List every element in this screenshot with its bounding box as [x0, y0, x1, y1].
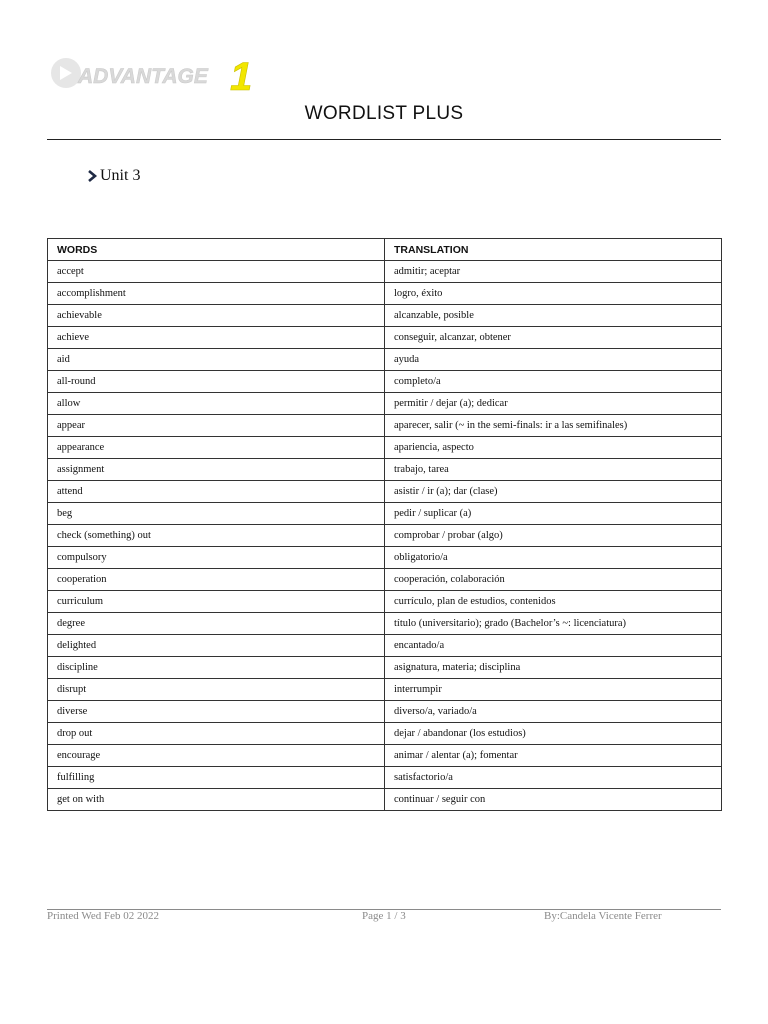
- table-row: [48, 437, 722, 459]
- table-row: [48, 701, 722, 723]
- word-cell: compulsory: [48, 547, 385, 569]
- word-cell: diverse: [48, 701, 385, 723]
- column-header-words: WORDS: [48, 239, 385, 261]
- table-row: [48, 547, 722, 569]
- logo-text: ADVANTAGE: [78, 65, 208, 88]
- translation-cell: ayuda: [385, 349, 722, 371]
- translation-cell: diverso/a, variado/a: [385, 701, 722, 723]
- table-row: [48, 305, 722, 327]
- word-cell: disrupt: [48, 679, 385, 701]
- translation-cell: aparecer, salir (~ in the semi-finals: ir a las semifinales): [385, 415, 722, 437]
- table-row: [48, 525, 722, 547]
- word-cell: appearance: [48, 437, 385, 459]
- logo-digit: 1: [230, 55, 253, 96]
- translation-cell: continuar / seguir con: [385, 789, 722, 811]
- word-cell: attend: [48, 481, 385, 503]
- table-row: [48, 679, 722, 701]
- word-cell: accomplishment: [48, 283, 385, 305]
- word-cell: assignment: [48, 459, 385, 481]
- translation-cell: pedir / suplicar (a): [385, 503, 722, 525]
- translation-cell: apariencia, aspecto: [385, 437, 722, 459]
- translation-cell: encantado/a: [385, 635, 722, 657]
- word-cell: get on with: [48, 789, 385, 811]
- table-row: [48, 371, 722, 393]
- translation-cell: satisfactorio/a: [385, 767, 722, 789]
- table-row: [48, 657, 722, 679]
- word-cell: accept: [48, 261, 385, 283]
- table-row: [48, 283, 722, 305]
- table-row: [48, 723, 722, 745]
- translation-cell: conseguir, alcanzar, obtener: [385, 327, 722, 349]
- translation-cell: animar / alentar (a); fomentar: [385, 745, 722, 767]
- table-header-row: [48, 239, 722, 261]
- chevron-right-icon: [86, 169, 98, 183]
- word-cell: beg: [48, 503, 385, 525]
- word-cell: all-round: [48, 371, 385, 393]
- page-title: WORDLIST PLUS: [304, 103, 464, 124]
- footer-page-number: Page 1 / 3: [362, 910, 406, 922]
- translation-cell: interrumpir: [385, 679, 722, 701]
- word-cell: aid: [48, 349, 385, 371]
- footer-printed-date: Printed Wed Feb 02 2022: [47, 910, 159, 922]
- table-row: [48, 789, 722, 811]
- word-cell: encourage: [48, 745, 385, 767]
- translation-cell: currículo, plan de estudios, contenidos: [385, 591, 722, 613]
- translation-cell: alcanzable, posible: [385, 305, 722, 327]
- table-row: [48, 767, 722, 789]
- wordlist-table: [47, 238, 722, 811]
- title-divider: [47, 139, 721, 140]
- word-cell: allow: [48, 393, 385, 415]
- translation-cell: título (universitario); grado (Bachelor’s ~: licenciatura): [385, 613, 722, 635]
- table-row: [48, 393, 722, 415]
- word-cell: cooperation: [48, 569, 385, 591]
- table-row: [48, 481, 722, 503]
- translation-cell: admitir; aceptar: [385, 261, 722, 283]
- translation-cell: asistir / ir (a); dar (clase): [385, 481, 722, 503]
- table-row: [48, 591, 722, 613]
- translation-cell: trabajo, tarea: [385, 459, 722, 481]
- word-cell: achieve: [48, 327, 385, 349]
- table-row: [48, 569, 722, 591]
- table-row: [48, 327, 722, 349]
- translation-cell: completo/a: [385, 371, 722, 393]
- table-row: [48, 503, 722, 525]
- unit-heading: [86, 167, 140, 185]
- word-cell: fulfilling: [48, 767, 385, 789]
- table-row: [48, 349, 722, 371]
- table-row: [48, 613, 722, 635]
- table-row: [48, 459, 722, 481]
- word-cell: appear: [48, 415, 385, 437]
- translation-cell: comprobar / probar (algo): [385, 525, 722, 547]
- translation-cell: permitir / dejar (a); dedicar: [385, 393, 722, 415]
- word-cell: achievable: [48, 305, 385, 327]
- table-row: [48, 745, 722, 767]
- table-row: [48, 415, 722, 437]
- translation-cell: logro, éxito: [385, 283, 722, 305]
- word-cell: check (something) out: [48, 525, 385, 547]
- table-row: [48, 635, 722, 657]
- word-cell: discipline: [48, 657, 385, 679]
- word-cell: delighted: [48, 635, 385, 657]
- word-cell: degree: [48, 613, 385, 635]
- translation-cell: cooperación, colaboración: [385, 569, 722, 591]
- translation-cell: obligatorio/a: [385, 547, 722, 569]
- column-header-translation: TRANSLATION: [385, 239, 722, 261]
- word-cell: drop out: [48, 723, 385, 745]
- table-row: [48, 261, 722, 283]
- translation-cell: asignatura, materia; disciplina: [385, 657, 722, 679]
- footer-author: By:Candela Vicente Ferrer: [544, 910, 662, 922]
- advantage-logo: [48, 52, 260, 96]
- word-cell: curriculum: [48, 591, 385, 613]
- unit-label: Unit 3: [100, 167, 141, 184]
- translation-cell: dejar / abandonar (los estudios): [385, 723, 722, 745]
